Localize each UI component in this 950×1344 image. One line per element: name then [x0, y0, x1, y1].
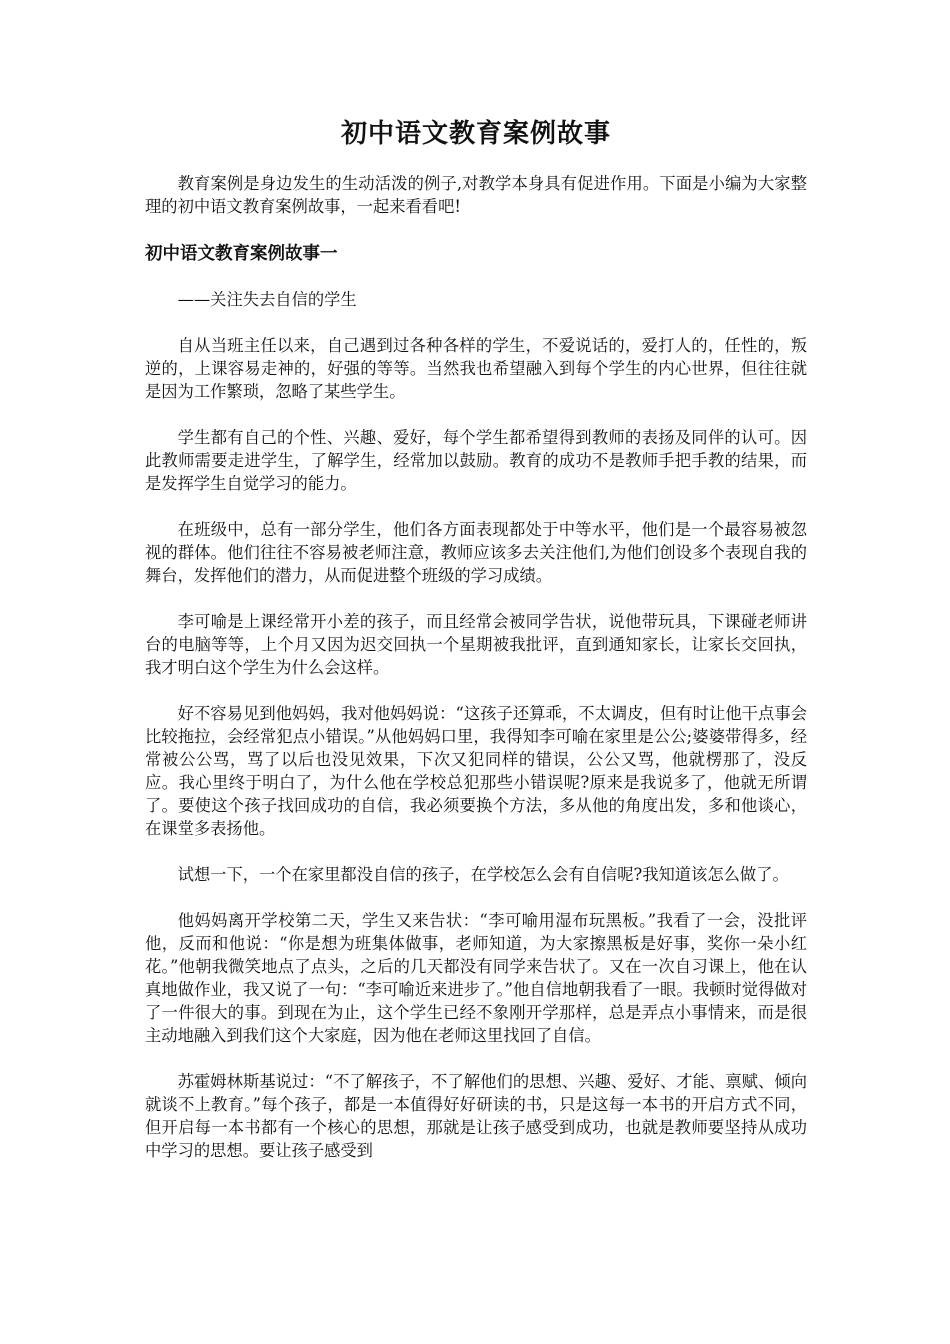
- body-paragraph: 好不容易见到他妈妈，我对他妈妈说：“这孩子还算乖，不太调皮，但有时让他干点事会比较拖拉，会经常犯点小错误。”从他妈妈口里，我得知李可喻在家里是公公;婆婆带得多，经常被公公骂，骂了以后也没见效果，下次又犯同样的错误，公公又骂，他就楞那了，没反应。我心里终于明白了，为什么他在学校总犯那些小错误呢?原来是我说多了，他就无所谓了。要使这个孩子找回成功的自信，我必须要换个方法，多从他的角度出发，多和他谈心，在课堂多表扬他。: [145, 704, 807, 838]
- body-paragraph: 他妈妈离开学校第二天，学生又来告状：“李可喻用湿布玩黑板。”我看了一会，没批评他，反而和他说：“你是想为班集体做事，老师知道，为大家擦黑板是好事，奖你一朵小红花。”他朝我微笑地点了点头，之后的几天都没有同学来告状了。又在一次自习课上，他在认真地做作业，我又说了一句：“李可喻近来进步了。”他自信地朝我看了一眼。我顿时觉得做对了一件很大的事。到现在为止，这个学生已经不象刚开学那样，总是弄点小事情来，而是很主动地融入到我们这个大家庭，因为他在老师这里找回了自信。: [145, 911, 807, 1045]
- section-subtitle: ——关注失去自信的学生: [177, 290, 357, 309]
- document-title: 初中语文教育案例故事: [340, 119, 611, 149]
- section-heading: 初中语文教育案例故事一: [145, 244, 338, 264]
- body-paragraph: 自从当班主任以来，自己遇到过各种各样的学生，不爱说话的，爱打人的，任性的，叛逆的，上课容易走神的，好强的等等。当然我也希望融入到每个学生的内心世界，但往往就是因为工作繁琐，忽略了某些学生。: [145, 336, 807, 401]
- intro-paragraph: 教育案例是身边发生的生动活泼的例子,对教学本身具有促进作用。下面是小编为大家整理的初中语文教育案例故事，一起来看看吧!: [145, 174, 807, 216]
- body-paragraph: 学生都有自己的个性、兴趣、爱好，每个学生都希望得到教师的表扬及同伴的认可。因此教师需要走进学生，了解学生，经常加以鼓励。教育的成功不是教师手把手教的结果，而是发挥学生自觉学习的能力。: [145, 428, 807, 493]
- document-page: [145, 112, 807, 1185]
- body-paragraph: 李可喻是上课经常开小差的孩子，而且经常会被同学告状，说他带玩具，下课碰老师讲台的电脑等等，上个月又因为迟交回执一个星期被我批评，直到通知家长，让家长交回执，我才明白这个学生为什么会这样。: [145, 612, 807, 677]
- body-paragraph: 在班级中，总有一部分学生，他们各方面表现都处于中等水平，他们是一个最容易被忽视的群体。他们往往不容易被老师注意，教师应该多去关注他们,为他们创设多个表现自我的舞台，发挥他们的潜力，从而促进整个班级的学习成绩。: [145, 520, 807, 585]
- body-paragraph: 试想一下，一个在家里都没自信的孩子，在学校怎么会有自信呢?我知道该怎么做了。: [177, 865, 789, 884]
- body-paragraph: 苏霍姆林斯基说过：“不了解孩子，不了解他们的思想、兴趣、爱好、才能、禀赋、倾向就谈不上教育。”每个孩子，都是一本值得好好研读的书，只是这每一本书的开启方式不同，但开启每一本书都有一个核心的思想，那就是让孩子感受到成功，也就是教师要坚持从成功中学习的思想。要让孩子感受到: [145, 1072, 807, 1160]
